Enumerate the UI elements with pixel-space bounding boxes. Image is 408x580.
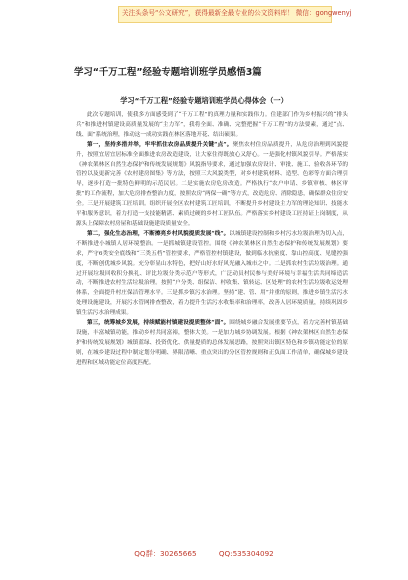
banner-promo-text: 关注头条号“公文研究”，获得最新全最专业的公文资料库！ 微信：gongwenyj [122,9,352,17]
footer-contact [0,549,408,559]
paragraph-intro [76,111,348,141]
paragraph-text: 此次专题培训，使我多方面感受到了“千万工程”的真理力量和实践伟力。住建部门作为乡村振兴的“排头兵”和推进村镇建设高质量发展的“主力军”，我将全面、准确、完整把握“千万工程”的方法要素，通过“点、线、面”系统治理，推动这一成功实践在林区落地开花、结出硕果。 [76,112,348,138]
footer-qq: QQ:535304092 [218,549,274,558]
paragraph-first-point [76,141,348,230]
paragraph-text: 围绕城乡融合发展重要节点，着力完善村镇基础设施，丰富城镇功能，推动乡村共同富裕，整体大美。一是加力城乡协调发展。根据《神农架林区自然生态保护和传统发展规划》城镇蓝绿、投资优化、供量提质的总体发展思路，按照突出镇区特色和乡镇功能定位的原则，在城乡建设过程中制定划分明确、界限清晰、重点突出的分区管控规则和正负面工作清单，确保城乡建设进程和区域功能定位高度匹配。 [76,320,348,366]
paragraph-text: 以城镇建设控制和乡村污水垃圾治理为切入点，不断推进小城镇人居环境整治。一是抓城镇建设管控。围绕《神农架林区自然生态保护和传统发展规划》要求，严守6类安全底线和“三类五档”管控要求，严格管控村镇建设，做到临水抗密度、靠山控高度、见缝控强度，不断创优城乡风貌。充分彰显山水特色，把好山好水好风光融入城市之中。二是抓农村生活垃圾治理。通过开展垃圾回收积分换礼、评比垃圾分类示范户等形式，广泛动员村民参与美好环境与幸福生活共同缔造活动，不断推进农村生活垃圾治理。按照“户分类、组保洁、村收集、镇转运、区处理”的农村生活垃圾收运处理体系，全面提升村庄保洁管理水平。三是抓乡镇污水治理。坚持“建、管、用”并重的原则，推进乡镇生活污水处理设施建设，开展污水管网排查整改，着力提升生活污水收集率和治理率，改善人居环境质量，持续巩固乡镇生活污水治理成果。 [76,230,348,317]
paragraph-third-point [76,319,348,369]
paragraph-text: 聚焦农村住房品质提升，从危房治理到风貌提升，按照宜居宜居标准全面推进农房改造建设，让大家住得既放心又舒心。一是强化村镇风貌引导。严格落实《神农架林区自然生态保护和传统发展规划》风貌指导要求，通过加强农房设计、审批、施工、验收各环节的管控以及更新完善《农村建房图集》等方法，按照三大风貌类型，对乡村建筑材料、造型、色彩等方面合理引导，逐步打造一批特色鲜明的示范民居。二是实施农房危房改造。严格执行“农户申请、乡镇审核、林区审批”的工作流程，加大危房排查整治力度，按照农房“两保一确”等方式，改造危房、消除隐患，确保群众住房安全。三是开展建筑工匠培训。组织开展全区农村建筑工匠培训，不断提升乡村建设主力军的理论知识、技能水平和服务意识，着力打造一支技能精湛、素质过硬的乡村工匠队伍。严格落实乡村建设工匠持证上岗制度，从源头上保障农村房屋和基础设施建设质量安全。 [76,141,348,227]
article-body [76,111,348,534]
paragraph-second-point [76,230,348,319]
document-title: 学习“千万工程”经验专题培训班学员感悟3篇 [74,67,262,78]
paragraph-lead: 第二，强化生态治理，不断擦亮乡村风貌提质发展“线”。 [87,230,230,237]
article-title: 学习“千万工程”经验专题培训班学员心得体会（一） [120,96,288,105]
footer-qq-group: QQ群：30265665 [134,549,197,558]
top-banner [0,4,408,26]
paragraph-lead: 第一，坚持多措并举，牢牢抓住农房品质提升关键“点”。 [87,141,233,148]
paragraph-lead: 第三，统筹城乡发展，持续赋能村镇建设提质整体“面”。 [87,320,230,327]
